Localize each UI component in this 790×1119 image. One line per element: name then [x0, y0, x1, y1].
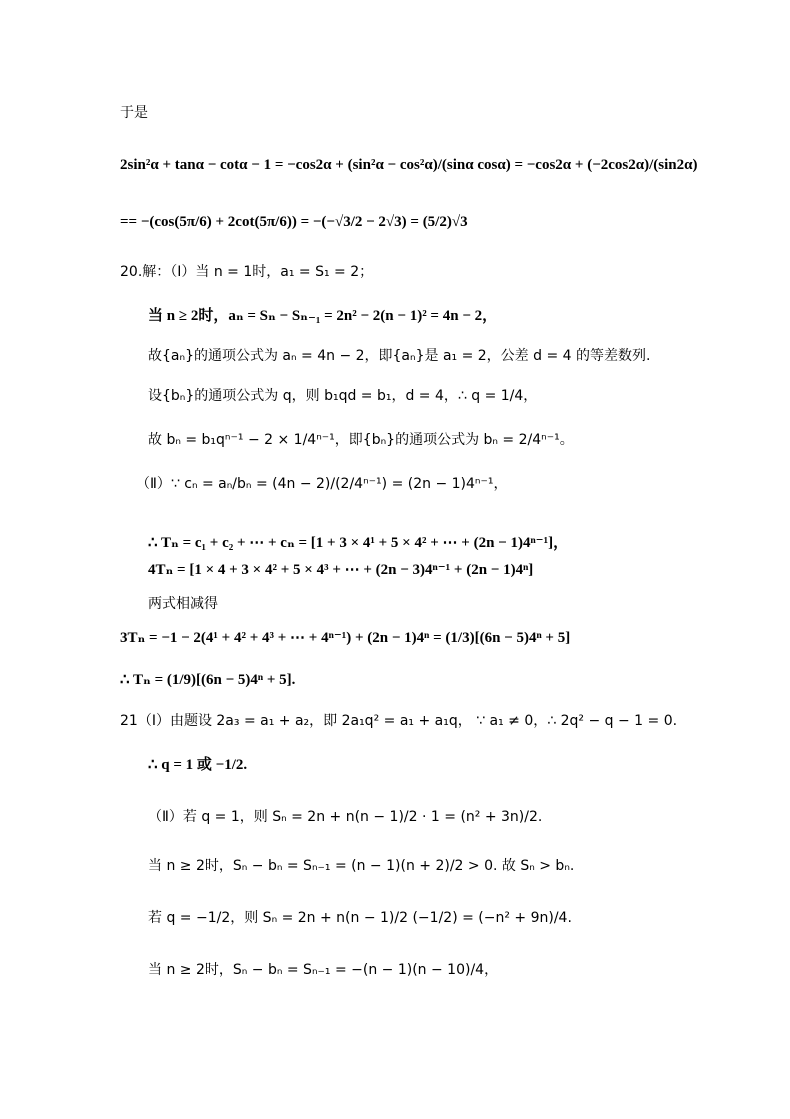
equation-line-3: == −(cos(5π/6) + 2cot(5π/6)) = −(−√3/2 − 2√3) = (5/2)√3 — [120, 214, 468, 230]
equation-line-16: ∴ q = 1 或 −1/2. — [148, 757, 248, 773]
equation-line-10: ∴ Tₙ = c₁ + c₂ + ⋯ + cₙ = [1 + 3 × 4¹ + 5 × 4² + ⋯ + (2n − 1)4ⁿ⁻¹]， — [148, 535, 569, 551]
equation-line-11: 4Tₙ = [1 × 4 + 3 × 4² + 5 × 4³ + ⋯ + (2n − 3)4ⁿ⁻¹ + (2n − 1)4ⁿ] — [148, 562, 534, 578]
equation-line-14: ∴ Tₙ = (1/9)[(6n − 5)4ⁿ + 5]. — [120, 672, 296, 688]
equation-line-5: 当 n ≥ 2时，aₙ = Sₙ − Sₙ₋₁ = 2n² − 2(n − 1)² = 4n − 2， — [148, 308, 498, 324]
text-line-4: 20.解：（Ⅰ）当 n = 1时，a₁ = S₁ = 2； — [120, 264, 374, 280]
text-line-9: （Ⅱ）∵ cₙ = aₙ/bₙ = (4n − 2)/(2/4ⁿ⁻¹) = (2n − 1)4ⁿ⁻¹， — [136, 476, 508, 492]
text-line-18: 当 n ≥ 2时，Sₙ − bₙ = Sₙ₋₁ = (n − 1)(n + 2)/2 > 0. 故 Sₙ > bₙ. — [148, 858, 575, 874]
text-line-6: 故{aₙ}的通项公式为 aₙ = 4n − 2，即{aₙ}是 a₁ = 2，公差 d = 4 的等差数列. — [148, 348, 651, 364]
text-line-20: 当 n ≥ 2时，Sₙ − bₙ = Sₙ₋₁ = −(n − 1)(n − 10)/4， — [148, 962, 499, 978]
text-line-12: 两式相减得 — [148, 596, 218, 612]
text-line-1: 于是 — [120, 105, 148, 121]
text-line-7: 设{bₙ}的通项公式为 q，则 b₁qd = b₁，d = 4，∴ q = 1/4， — [148, 388, 538, 404]
equation-line-2: 2sin²α + tanα − cotα − 1 = −cos2α + (sin²α − cos²α)/(sinα cosα) = −cos2α + (−2cos2α)/(sin2α) — [120, 157, 698, 173]
equation-line-13: 3Tₙ = −1 − 2(4¹ + 4² + 4³ + ⋯ + 4ⁿ⁻¹) + (2n − 1)4ⁿ = (1/3)[(6n − 5)4ⁿ + 5] — [120, 630, 571, 646]
text-line-17: （Ⅱ）若 q = 1，则 Sₙ = 2n + n(n − 1)/2 · 1 = (n² + 3n)/2. — [148, 809, 543, 825]
text-line-15: 21（Ⅰ）由题设 2a₃ = a₁ + a₂，即 2a₁q² = a₁ + a₁q， ∵ a₁ ≠ 0，∴ 2q² − q − 1 = 0. — [120, 713, 678, 729]
text-line-19: 若 q = −1/2，则 Sₙ = 2n + n(n − 1)/2 (−1/2) = (−n² + 9n)/4. — [148, 910, 572, 926]
text-line-8: 故 bₙ = b₁qⁿ⁻¹ − 2 × 1/4ⁿ⁻¹，即{bₙ}的通项公式为 bₙ = 2/4ⁿ⁻¹。 — [148, 432, 574, 448]
